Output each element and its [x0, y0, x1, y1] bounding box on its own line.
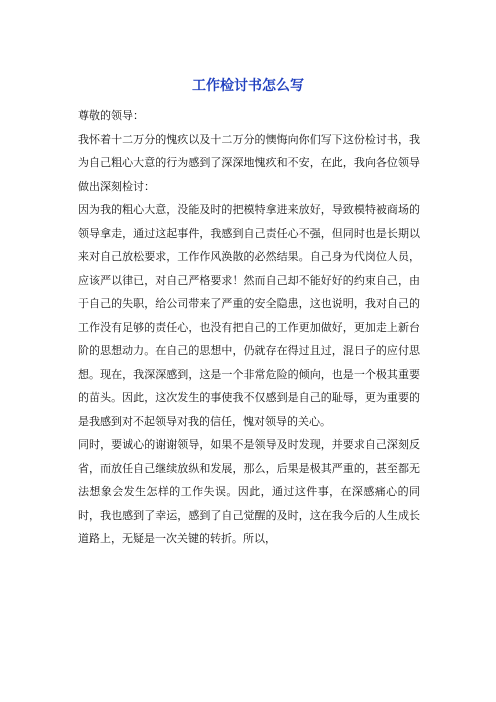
paragraph-1: 我怀着十二万分的愧疚以及十二万分的懊悔向你们写下这份检讨书，我为自己粗心大意的行为感到了深深地愧疚和不安，在此，我向各位领导做出深刻检讨：	[78, 132, 420, 193]
paragraph-2: 因为我的粗心大意，没能及时的把模特拿进来放好，导致模特被商场的领导拿走，通过这起事件，我感到自己责任心不强，但同时也是长期以来对自己放松要求，工作作风涣散的必然结果。自己身为代岗位人员，应该严以律已，对自己严格要求！然而自己却不能好好的约束自己，由于自己的失职，给公司带来了严重的安全隐患，这也说明，我对自己的工作没有足够的责任心，也没有把自己的工作更加做好，更加走上新台阶的思想动力。在自己的思想中，仍就存在得过且过，混日子的应付思想。现在，我深深感到，这是一个非常危险的倾向，也是一个极其重要的苗头。因此，这次发生的事使我不仅感到是自己的耻辱，更为重要的是我感到对不起领导对我的信任，愧对领导的关心。	[78, 203, 420, 428]
salutation: 尊敬的领导：	[78, 109, 144, 122]
document-body	[78, 104, 420, 551]
document-title: 工作检讨书怎么写	[192, 78, 304, 94]
paragraph-3: 同时，要诚心的谢谢领导，如果不是领导及时发现，并要求自己深刻反省，而放任自己继续放纵和发展，那么，后果是极其严重的，甚至都无法想象会发生怎样的工作失误。因此，通过这件事，在深感痛心的同时，我也感到了幸运，感到了自己觉醒的及时，这在我今后的人生成长道路上，无疑是一次关键的转折。所以，	[78, 438, 420, 545]
